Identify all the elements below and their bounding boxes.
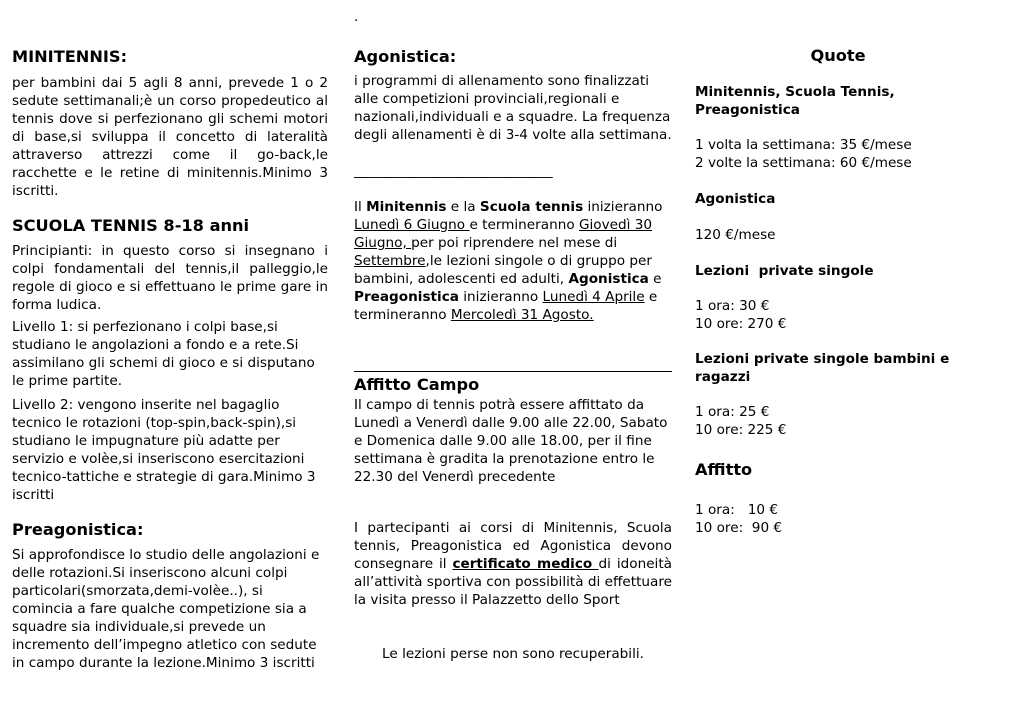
agonistica-bold: Agonistica bbox=[568, 271, 649, 287]
minitennis-heading: MINITENNIS: bbox=[12, 47, 128, 66]
certificato-medico-label: certificato medico bbox=[452, 556, 599, 572]
section-divider bbox=[354, 371, 672, 372]
quote-courses-once: 1 volta la settimana: 35 €/mese bbox=[695, 137, 912, 153]
scuola-livello2-text: Livello 2: vengono inserite nel bagaglio tecnico le rotazioni (top-spin,back-spin),si studiano le impugnature più adatte per servizio e volèe,si inseriscono esercitazioni tecnico-tattiche e strategie di gara.Minimo 3 iscritti bbox=[12, 397, 316, 503]
preagonistica-bold: Preagonistica bbox=[354, 289, 459, 305]
course-dates-text: Il Minitennis e la Scuola tennis inizieranno Lunedì 6 Giugno e termineranno Giovedì 30 Giugno, per poi riprendere nel mese di Settembre,le lezioni singole o di gruppo per bambini, adolescenti ed adulti, Agonistica e Preagonistica inizieranno Lunedì 4 Aprile e termineranno Mercoledì 31 Agosto. bbox=[354, 199, 663, 323]
agonistica-heading: Agonistica: bbox=[354, 47, 457, 66]
quote-kids-10h: 10 ore: 225 € bbox=[695, 422, 787, 438]
affitto-10h: 10 ore: 90 € bbox=[695, 520, 783, 536]
date-start-minitennis: Lunedì 6 Giugno bbox=[354, 217, 470, 233]
scuola-livello1-text: Livello 1: si perfezionano i colpi base,si studiano le angolazioni a fondo e a rete.Si assimilano gli schemi di gioco e si disputano le prime partite. bbox=[12, 319, 315, 389]
dot-mark: . bbox=[354, 9, 359, 25]
quote-private-10h: 10 ore: 270 € bbox=[695, 316, 787, 332]
quote-agonistica-title: Agonistica bbox=[695, 191, 776, 207]
affitto-campo-text: Il campo di tennis potrà essere affittato da Lunedì a Venerdì dalle 9.00 alle 22.00, Sabato e Domenica dalle 9.00 alle 18.00, per il fine settimana è gradita la prenotazione entro le 22.30 del Venerdì precedente bbox=[354, 397, 668, 485]
certificate-text: I partecipanti ai corsi di Minitennis, Scuola tennis, Preagonistica ed Agonistica devono consegnare il certificato medico di idoneità all’attività sportiva con possibilità di effettuare la visita presso il Palazzetto dello Sport bbox=[354, 520, 672, 608]
quote-kids-title: Lezioni private singole bambini e ragazzi bbox=[695, 351, 950, 385]
quote-private-1h: 1 ora: 30 € bbox=[695, 298, 770, 314]
date-september: Settembre bbox=[354, 253, 426, 269]
quote-heading: Quote bbox=[810, 46, 866, 65]
preagonistica-heading: Preagonistica: bbox=[12, 520, 144, 539]
quote-courses-twice: 2 volte la settimana: 60 €/mese bbox=[695, 155, 912, 171]
scuola-principianti-text: Principianti: in questo corso si insegnano i colpi fondamentali del tennis,il palleggio,le regole di gioco e si effettuano le prime gare in forma ludica. bbox=[12, 243, 328, 313]
date-end-agonistica: Mercoledì 31 Agosto. bbox=[450, 307, 594, 323]
agonistica-text: i programmi di allenamento sono finalizzati alle competizioni provinciali,regionali e nazionali,individuali e a squadre. La frequenza degli allenamenti è di 3-4 volte alla settimana. bbox=[354, 73, 672, 143]
affitto-campo-heading: Affitto Campo bbox=[354, 375, 480, 394]
agonistica-rule: _________________________________ bbox=[354, 163, 552, 179]
preagonistica-text: Si approfondisce lo studio delle angolazioni e delle rotazioni.Si inseriscono alcuni colpi particolari(smorzata,demi-volèe..), si comincia a fare qualche competizione sia a squadre sia individuale,si prevede un incremento dell’impegno atletico con sedute in campo durante la lezione.Minimo 3 iscritti bbox=[12, 547, 320, 671]
minitennis-text: per bambini dai 5 agli 8 anni, prevede 1 o 2 sedute settimanali;è un corso propedeutico al tennis dove si perfezionano gli schemi motori di base,si sviluppa il concetto di lateralità attraverso attrezzi come il go-back,le racchette e le retine di minitennis.Minimo 3 iscritti. bbox=[12, 75, 328, 199]
quote-private-title: Lezioni private singole bbox=[695, 263, 874, 279]
quote-courses-title: Minitennis, Scuola Tennis, Preagonistica bbox=[695, 84, 895, 118]
date-start-agonistica: Lunedì 4 Aprile bbox=[542, 289, 645, 305]
scuola-tennis-bold: Scuola tennis bbox=[479, 199, 584, 215]
quote-agonistica-price: 120 €/mese bbox=[695, 227, 776, 243]
lessons-note: Le lezioni perse non sono recuperabili. bbox=[382, 646, 644, 662]
date-end-minitennis: Giovedì 30 Giugno, bbox=[354, 217, 653, 251]
quote-kids-1h: 1 ora: 25 € bbox=[695, 404, 770, 420]
minitennis-bold: Minitennis bbox=[366, 199, 447, 215]
scuola-tennis-heading: SCUOLA TENNIS 8-18 anni bbox=[12, 216, 250, 235]
affitto-heading: Affitto bbox=[695, 460, 753, 479]
affitto-1h: 1 ora: 10 € bbox=[695, 502, 779, 518]
